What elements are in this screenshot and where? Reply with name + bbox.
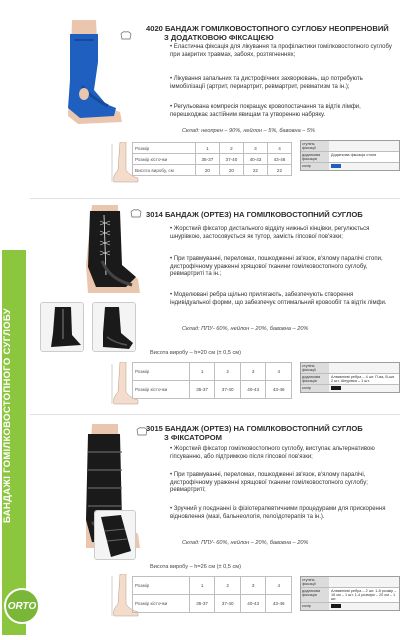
section-divider [30,198,400,199]
size-table-4020 [132,142,292,176]
product-3015-height: Висота виробу – h=26 см (± 0,5 см) [150,564,241,570]
care-symbols-icon [130,208,142,219]
product-3014-height: Висота виробу – h=20 см (± 0,5 см) [150,350,241,356]
product-4020-bullet-2: • Лікування запальних та дистрофічних захворювань, що потребують іммобілізації (артрит, периартрит, ревмартрит, ревматизм та ін.); [170,76,392,91]
category-spine [0,0,37,640]
product-4020-bullet-1: • Еластична фіксація для лікування та профілактики гомілковостопного суглобу при закритих травмах, забоях, розтягненнях; [170,44,392,59]
spec-box-4020: ступінь фіксації додаткова фіксація Додаткова фіксація стопи колір [300,140,400,171]
product-3014-photo-front [40,302,84,352]
product-3014-composition: Склад: ППУ- 60%, нейлон – 20%, бавовна – 20% [182,326,309,332]
size-table-3015 [132,576,292,613]
table-row: Розмір 1 2 3 4 [133,577,292,595]
table-row: Розмір кісточки 35-37 37-40 40-43 43-46 [133,381,292,399]
product-3015-bullet-1: • Жорсткий фіксатор гомілковостопного суглобу, виступає альтернативою гіпсуванню, або підтримкою після гіпсової пов'язки; [170,446,392,461]
table-row: Розмір 1 2 3 4 [133,363,292,381]
table-row: Висота виробу, см 20 20 22 22 [133,165,292,176]
category-label: БАНДАЖІ ГОМІЛКОВОСТОПНОГО СУГЛОБУ [2,308,13,524]
table-row: Розмір кісточки 35-37 37-40 40-43 43-46 [133,154,292,165]
product-3014-title: 3014 БАНДАЖ (ОРТЕЗ) НА ГОМІЛКОВОСТОПНИЙ СУГЛОБ [146,210,363,219]
product-3014-photo-side [92,302,136,352]
size-table-3014 [132,362,292,399]
table-row: Розмір кісточки 35-37 37-40 40-43 43-46 [133,595,292,613]
product-3014-bullet-3: • Моделювані ребра щільно прилягають, забезпечують створення індивідуальної форми, що забезпечує оптимальний кровообіг та відтік лімфи. [170,292,392,307]
product-4020-title: 4020 БАНДАЖ ГОМІЛКОВОСТОПНОГО СУГЛОБУ НЕОПРЕНОВИЙ З ДОДАТКОВОЮ ФІКСАЦІЄЮ [146,24,389,42]
care-symbols-icon [120,30,132,41]
orto-logo: ORTO [4,588,40,624]
product-3014-bullet-1: • Жорсткий фіксатор дистального відділу нижньої кінцівки, регулюється шнурівкою, застосовується як тутор, замість гіпсової пов'язки; [170,226,392,241]
spec-box-3014: ступінь фіксації додаткова фіксація Алюмінієві ребра – 4 шт. П-ва, В-ше 2 шт. Шнурівка – 1 шт. колір [300,362,400,393]
product-3015-composition: Склад: ППУ- 60%, нейлон – 20%, бавовна – 20% [182,540,309,546]
product-3015-title: 3015 БАНДАЖ (ОРТЕЗ) НА ГОМІЛКОВОСТОПНИЙ СУГЛОБ З ФІКСАТОРОМ [146,424,363,442]
spec-box-3015: ступінь фіксації додаткова фіксація Алюмінієві ребра – 2 шт. 1-й розмір – 16 см – 1 шт. 1-4 розміри – 20 см – 1 шт. колір [300,576,400,611]
product-4020-composition: Склад: неопрен – 90%, нейлон – 5%, бавовна – 5% [182,128,315,134]
product-3015-bullet-2: • При травмуванні, переломах, пошкодженні зв'язок, в'ялому паралічі, дистрофічному ураженні хрящової тканини гомілковостопного суглобу; ревмартриті; [170,472,392,495]
product-3015-photo-open [94,510,136,560]
product-3014-bullet-2: • При травмуванні, переломах, пошкодженні зв'язок, в'ялому паралічі стопи, дистрофічному ураженні хрящової тканини гомілковостопного суглобу, ревмартриті та ін.; [170,256,392,279]
product-3015-bullet-3: • Зручний у поєднанні із фізіотерапевтичними процедурами для прискорення відновлення (мазі, бальнеологія, пелоїдотерапія та ін.). [170,506,392,521]
product-4020-bullet-3: • Регульована компресія покращує кровопостачання та відтік лімфи, перешкоджає застійним явищам та утворенню набряку. [170,104,392,119]
table-row: Розмір 1 2 3 4 [133,143,292,154]
section-divider [30,414,400,415]
product-4020-photo [34,20,134,130]
